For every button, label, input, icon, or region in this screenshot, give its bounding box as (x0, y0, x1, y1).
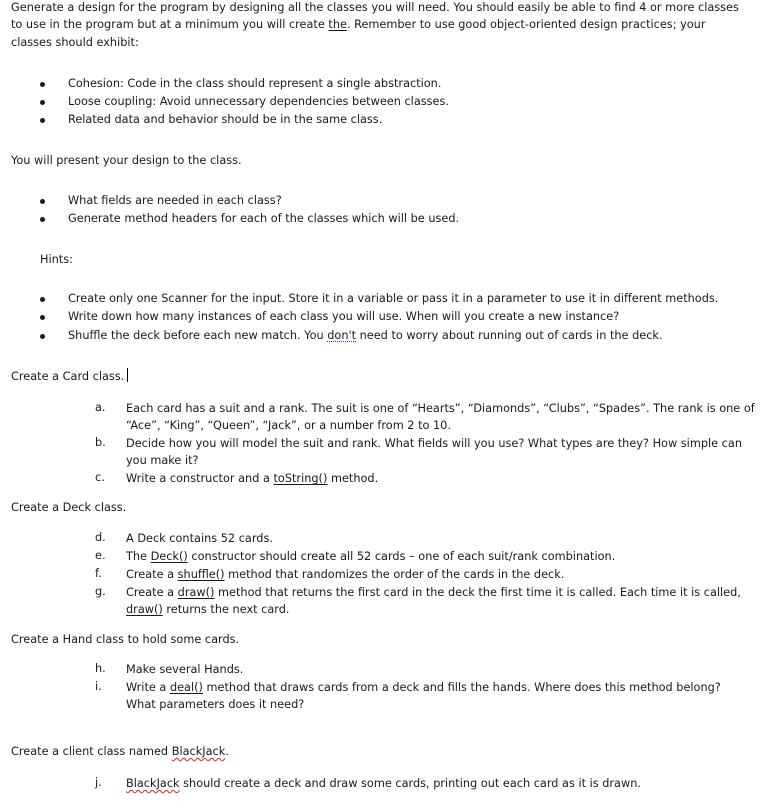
item-text-cont: returns the next card. (162, 603, 290, 616)
method-name: shuffle() (177, 568, 225, 581)
item-label-a: a. (95, 401, 106, 414)
item-text-cont: method. (327, 472, 379, 485)
bullet-icon (40, 315, 45, 320)
hint-item: Write down how many instances of each class you will use. When will you create a new instance? (68, 310, 620, 323)
card-item-b-line1: Decide how you will model the suit and rank. What fields will you use? What types are they? How simple can (126, 437, 742, 450)
card-item-b-line2: you make it? (126, 454, 199, 467)
card-heading-text: Create a Card class. (11, 370, 125, 383)
item-label-h: h. (95, 662, 106, 675)
card-item-a-line1: Each card has a suit and a rank. The suit is one of “Hearts”, “Diamonds”, “Clubs”, “Spades”. The rank is one of (126, 402, 755, 415)
intro-underlined-word: the (328, 18, 347, 31)
item-label-i: i. (95, 680, 102, 693)
heading-text: Create a client class named (11, 745, 172, 758)
card-item-c (126, 470, 378, 487)
hints-label: Hints: (40, 253, 73, 266)
item-label-g: g. (95, 585, 106, 598)
hand-item-i-line1 (126, 679, 721, 696)
bullet-icon (40, 334, 45, 339)
item-text: Write a constructor and a (126, 472, 274, 485)
text-cursor (127, 368, 128, 382)
client-item-j (126, 775, 641, 792)
item-label-c: c. (95, 471, 105, 484)
principle-item: Cohesion: Code in the class should represent a single abstraction. (68, 77, 442, 90)
deck-item-g-line2 (126, 601, 290, 618)
present-paragraph: You will present your design to the class. (11, 154, 242, 167)
method-name: draw() (177, 586, 215, 599)
class-name: BlackJack (171, 745, 226, 758)
hand-heading: Create a Hand class to hold some cards. (11, 633, 240, 646)
bullet-icon (40, 82, 45, 87)
card-heading (11, 368, 128, 385)
principle-item: Loose coupling: Avoid unnecessary dependencies between classes. (68, 95, 449, 108)
item-text-cont: method that draws cards from a deck and fills the hands. Where does this method belong? (202, 681, 721, 694)
question-item: What fields are needed in each class? (68, 194, 282, 207)
item-text: Create a (126, 586, 178, 599)
item-label-d: d. (95, 531, 106, 544)
hand-item-i-line2: What parameters does it need? (126, 698, 305, 711)
item-label-b: b. (95, 436, 106, 449)
heading-text-cont: . (225, 745, 229, 758)
item-text-cont: method that returns the first card in the deck the first time it is called. Each time it is called, (214, 586, 741, 599)
method-name: toString() (273, 472, 328, 485)
client-heading (11, 743, 229, 760)
principle-item: Related data and behavior should be in the same class. (68, 113, 383, 126)
intro-line-1: Generate a design for the program by designing all the classes you will need. You should easily be able to find 4 or more classes (11, 1, 739, 14)
hint-text-cont: need to worry about running out of cards in the deck. (356, 329, 663, 342)
deck-item-e (126, 548, 615, 565)
item-text-cont: constructor should create all 52 cards – one of each suit/rank combination. (187, 550, 616, 563)
card-item-a-line2: “Ace”, “King”, “Queen”, “Jack”, or a number from 2 to 10. (126, 419, 451, 432)
bullet-icon (40, 199, 45, 204)
deck-item-f (126, 566, 564, 583)
deck-item-g-line1 (126, 584, 741, 601)
hint-text: Shuffle the deck before each new match. You (68, 329, 328, 342)
intro-line-2 (11, 17, 706, 33)
method-name: Deck() (150, 550, 188, 563)
hand-item-h: Make several Hands. (126, 663, 244, 676)
hint-item: Create only one Scanner for the input. Store it in a variable or pass it in a parameter to use it in different methods. (68, 292, 719, 305)
method-name: draw() (126, 603, 163, 616)
question-item: Generate method headers for each of the classes which will be used. (68, 212, 460, 225)
deck-item-d: A Deck contains 52 cards. (126, 532, 273, 545)
hint-flagged-word: don't (327, 329, 357, 342)
bullet-icon (40, 297, 45, 302)
deck-heading: Create a Deck class. (11, 501, 127, 514)
intro-text: to use in the program but at a minimum you will create (11, 18, 329, 31)
intro-line-3: classes should exhibit: (11, 36, 139, 49)
item-text: Create a (126, 568, 178, 581)
item-label-e: e. (95, 549, 106, 562)
item-label-f: f. (95, 567, 102, 580)
item-text: Write a (126, 681, 170, 694)
item-text: The (126, 550, 151, 563)
method-name: deal() (169, 681, 203, 694)
item-text-cont: should create a deck and draw some cards, printing out each card as it is drawn. (179, 777, 641, 790)
intro-text-cont: . Remember to use good object-oriented design practices; your (346, 18, 706, 31)
hint-item (68, 328, 663, 344)
bullet-icon (40, 217, 45, 222)
bullet-icon (40, 118, 45, 123)
bullet-icon (40, 100, 45, 105)
class-name: BlackJack (126, 777, 180, 790)
item-text-cont: method that randomizes the order of the cards in the deck. (224, 568, 565, 581)
item-label-j: j. (95, 776, 102, 789)
